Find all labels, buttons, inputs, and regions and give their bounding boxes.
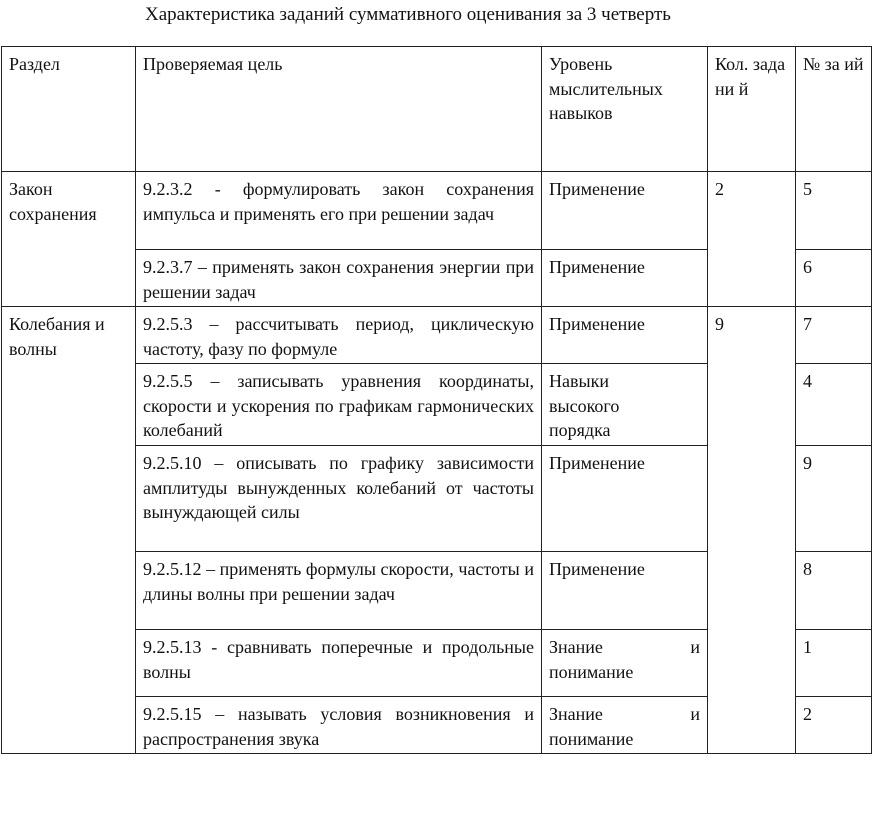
assessment-table	[1, 46, 872, 754]
table-row	[2, 307, 872, 364]
number-cell: 1	[796, 630, 872, 697]
goal-cell: 9.2.5.12 – применять формулы скорости, частоты и длины волны при решении задач	[136, 552, 542, 630]
number-cell: 5	[796, 172, 872, 250]
level-cell: Применение	[542, 172, 708, 250]
number-cell: 6	[796, 250, 872, 307]
number-cell: 4	[796, 364, 872, 446]
section-name: Колебания и волны	[2, 307, 136, 754]
goal-cell: 9.2.5.5 – записывать уравнения координаты, скорости и ускорения по графикам гармонических колебаний	[136, 364, 542, 446]
number-cell: 9	[796, 446, 872, 552]
header-goal: Проверяемая цель	[136, 47, 542, 172]
level-cell: Знание и понимание	[542, 630, 708, 697]
table-header-row	[2, 47, 872, 172]
level-cell: Навыки высокого порядка	[542, 364, 708, 446]
goal-cell: 9.2.3.7 – применять закон сохранения энергии при решении задач	[136, 250, 542, 307]
level-cell: Применение	[542, 446, 708, 552]
goal-cell: 9.2.5.13 - сравнивать поперечные и продольные волны	[136, 630, 542, 697]
header-section: Раздел	[2, 47, 136, 172]
number-cell: 2	[796, 697, 872, 754]
number-cell: 8	[796, 552, 872, 630]
level-cell: Знание и понимание	[542, 697, 708, 754]
header-number: № за ий	[796, 47, 872, 172]
goal-cell: 9.2.5.3 – рассчитывать период, циклическую частоту, фазу по формуле	[136, 307, 542, 364]
table-row	[2, 172, 872, 250]
section-name: Закон сохранения	[2, 172, 136, 307]
count-cell: 9	[708, 307, 796, 754]
header-level: Уровень мыслительных навыков	[542, 47, 708, 172]
document-title: Характеристика заданий суммативного оценивания за 3 четверть	[145, 4, 671, 25]
count-cell: 2	[708, 172, 796, 307]
level-cell: Применение	[542, 307, 708, 364]
header-count: Кол. задани й	[708, 47, 796, 172]
number-cell: 7	[796, 307, 872, 364]
level-cell: Применение	[542, 552, 708, 630]
goal-cell: 9.2.3.2 - формулировать закон сохранения импульса и применять его при решении задач	[136, 172, 542, 250]
goal-cell: 9.2.5.15 – называть условия возникновения и распространения звука	[136, 697, 542, 754]
level-cell: Применение	[542, 250, 708, 307]
goal-cell: 9.2.5.10 – описывать по графику зависимости амплитуды вынужденных колебаний от частоты вынуждающей силы	[136, 446, 542, 552]
